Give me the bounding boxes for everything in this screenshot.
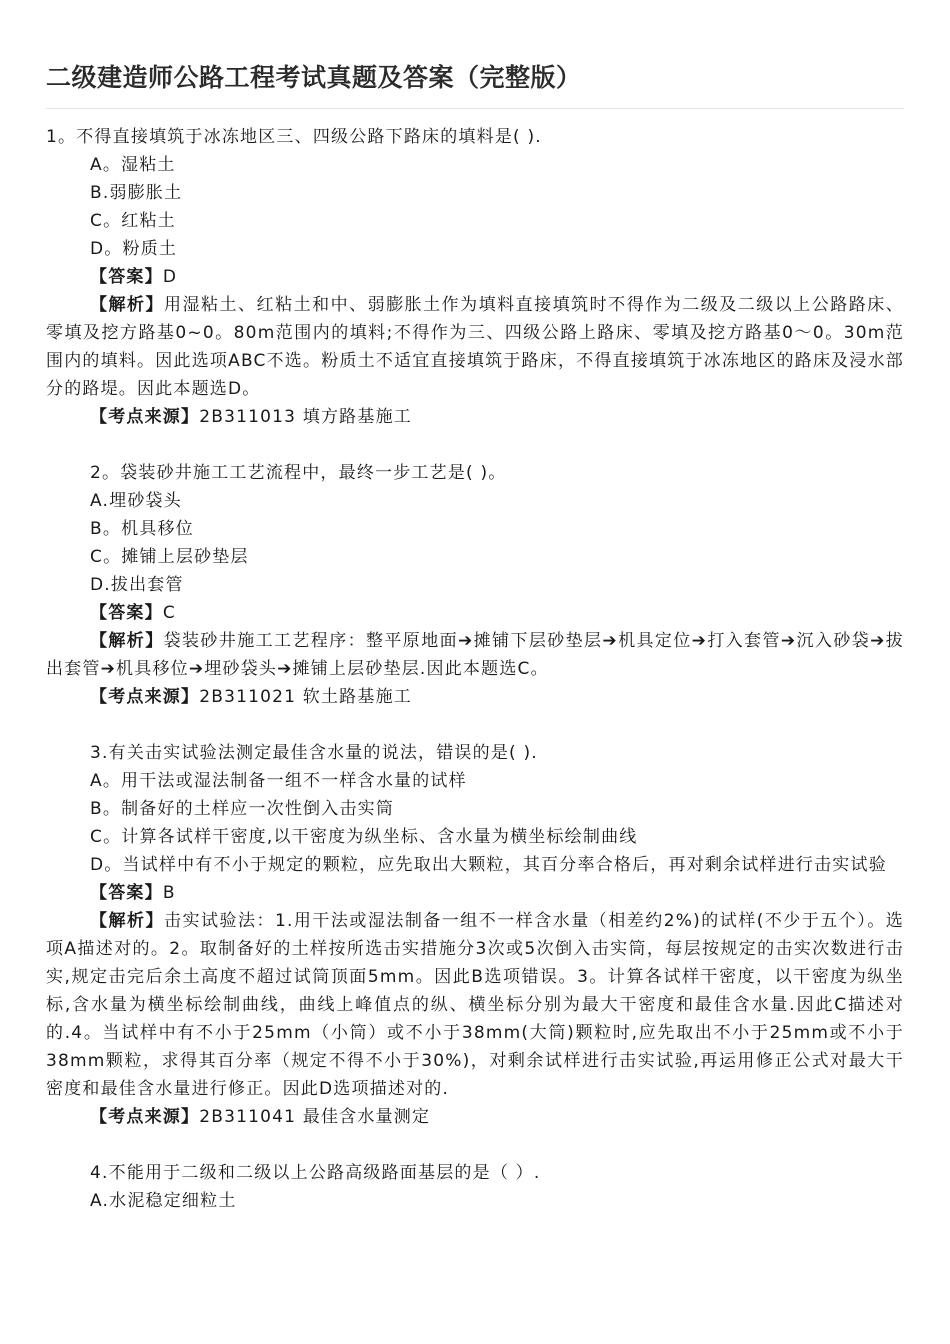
option-d: D。当试样中有不小于规定的颗粒，应先取出大颗粒，其百分率合格后，再对剩余试样进行击实试验 [90,855,887,875]
question-block [46,123,904,431]
answer-label: 【答案】 [90,267,163,287]
analysis-label: 【解析】 [90,631,164,651]
option-d: D。粉质土 [90,239,178,259]
option-a: A。用干法或湿法制备一组不一样含水量的试样 [90,771,467,791]
analysis-text: 袋装砂井施工工艺程序：整平原地面➔摊铺下层砂垫层➔机具定位➔打入套管➔沉入砂袋➔拔出套管➔机具移位➔埋砂袋头➔摊铺上层砂垫层.因此本题选C。 [46,631,904,679]
answer-value: B [162,883,176,903]
source-label: 【考点来源】 [90,407,200,427]
option-a: A.埋砂袋头 [90,491,182,511]
page-title: 二级建造师公路工程考试真题及答案（完整版） [46,63,582,92]
answer-line [46,879,904,907]
analysis-paragraph [46,291,904,403]
option-c: C。红粘土 [90,211,176,231]
question-stem: 1。不得直接填筑于冰冻地区三、四级公路下路床的填料是( ). [46,127,542,147]
option-b: B.弱膨胀土 [90,183,183,203]
option-a: A。湿粘土 [90,155,176,175]
answer-line [46,263,904,291]
spacer [46,431,904,459]
answer-label: 【答案】 [90,603,163,623]
source-text: 2B311041 最佳含水量测定 [199,1107,431,1127]
source-line [46,683,904,711]
question-stem: 2。袋装砂井施工工艺流程中，最终一步工艺是( )。 [90,463,507,483]
source-text: 2B311021 软土路基施工 [199,687,412,707]
spacer [46,1131,904,1159]
option-c: C。计算各试样干密度,以干密度为纵坐标、含水量为横坐标绘制曲线 [90,827,638,847]
answer-label: 【答案】 [90,883,163,903]
option-a: A.水泥稳定细粒土 [90,1191,237,1211]
question-block [46,1159,904,1215]
analysis-text: 用湿粘土、红粘土和中、弱膨胀土作为填料直接填筑时不得作为二级及二级以上公路路床、零填及挖方路基0~0。80m范围内的填料;不得作为三、四级公路上路床、零填及挖方路基0～0。30m范围内的填料。因此选项ABC不选。粉质土不适宜直接填筑于路床，不得直接填筑于冰冻地区的路床及浸水部分的路堤。因此本题选D。 [46,295,904,399]
title-divider [46,108,904,109]
spacer [46,711,904,739]
document-body [46,123,904,1215]
source-line [46,1103,904,1131]
answer-line [46,599,904,627]
option-c: C。摊铺上层砂垫层 [90,547,249,567]
question-stem: 4.不能用于二级和二级以上公路高级路面基层的是（ ）. [90,1163,541,1183]
analysis-text: 击实试验法：1.用干法或湿法制备一组不一样含水量（相差约2%)的试样(不少于五个）。选项A描述对的。2。取制备好的土样按所选击实措施分3次或5次倒入击实筒，每层按规定的击实次数进行击实,规定击完后余土高度不超过试筒顶面5mm。因此B选项错误。3。计算各试样干密度，以干密度为纵坐标,含水量为横坐标绘制曲线，曲线上峰值点的纵、横坐标分别为最大干密度和最佳含水量.因此C描述对的.4。当试样中有不小于25mm（小筒）或不小于38mm(大筒)颗粒时,应先取出不小于25mm或不小于38mm颗粒，求得其百分率（规定不得不小于30%)，对剩余试样进行击实试验,再运用修正公式对最大干密度和最佳含水量进行修正。因此D选项描述对的. [46,911,904,1099]
option-b: B。制备好的土样应一次性倒入击实筒 [90,799,395,819]
question-block [46,459,904,711]
question-stem: 3.有关击实试验法测定最佳含水量的说法，错误的是( ). [90,743,538,763]
option-b: B。机具移位 [90,519,194,539]
analysis-label: 【解析】 [90,911,164,931]
source-label: 【考点来源】 [90,687,200,707]
source-line [46,403,904,431]
analysis-paragraph [46,627,904,683]
option-d: D.拔出套管 [90,575,184,595]
source-label: 【考点来源】 [90,1107,200,1127]
question-block [46,739,904,1131]
analysis-label: 【解析】 [90,295,165,315]
answer-value: D [162,267,178,287]
analysis-paragraph [46,907,904,1103]
answer-value: C [162,603,176,623]
source-text: 2B311013 填方路基施工 [199,407,412,427]
